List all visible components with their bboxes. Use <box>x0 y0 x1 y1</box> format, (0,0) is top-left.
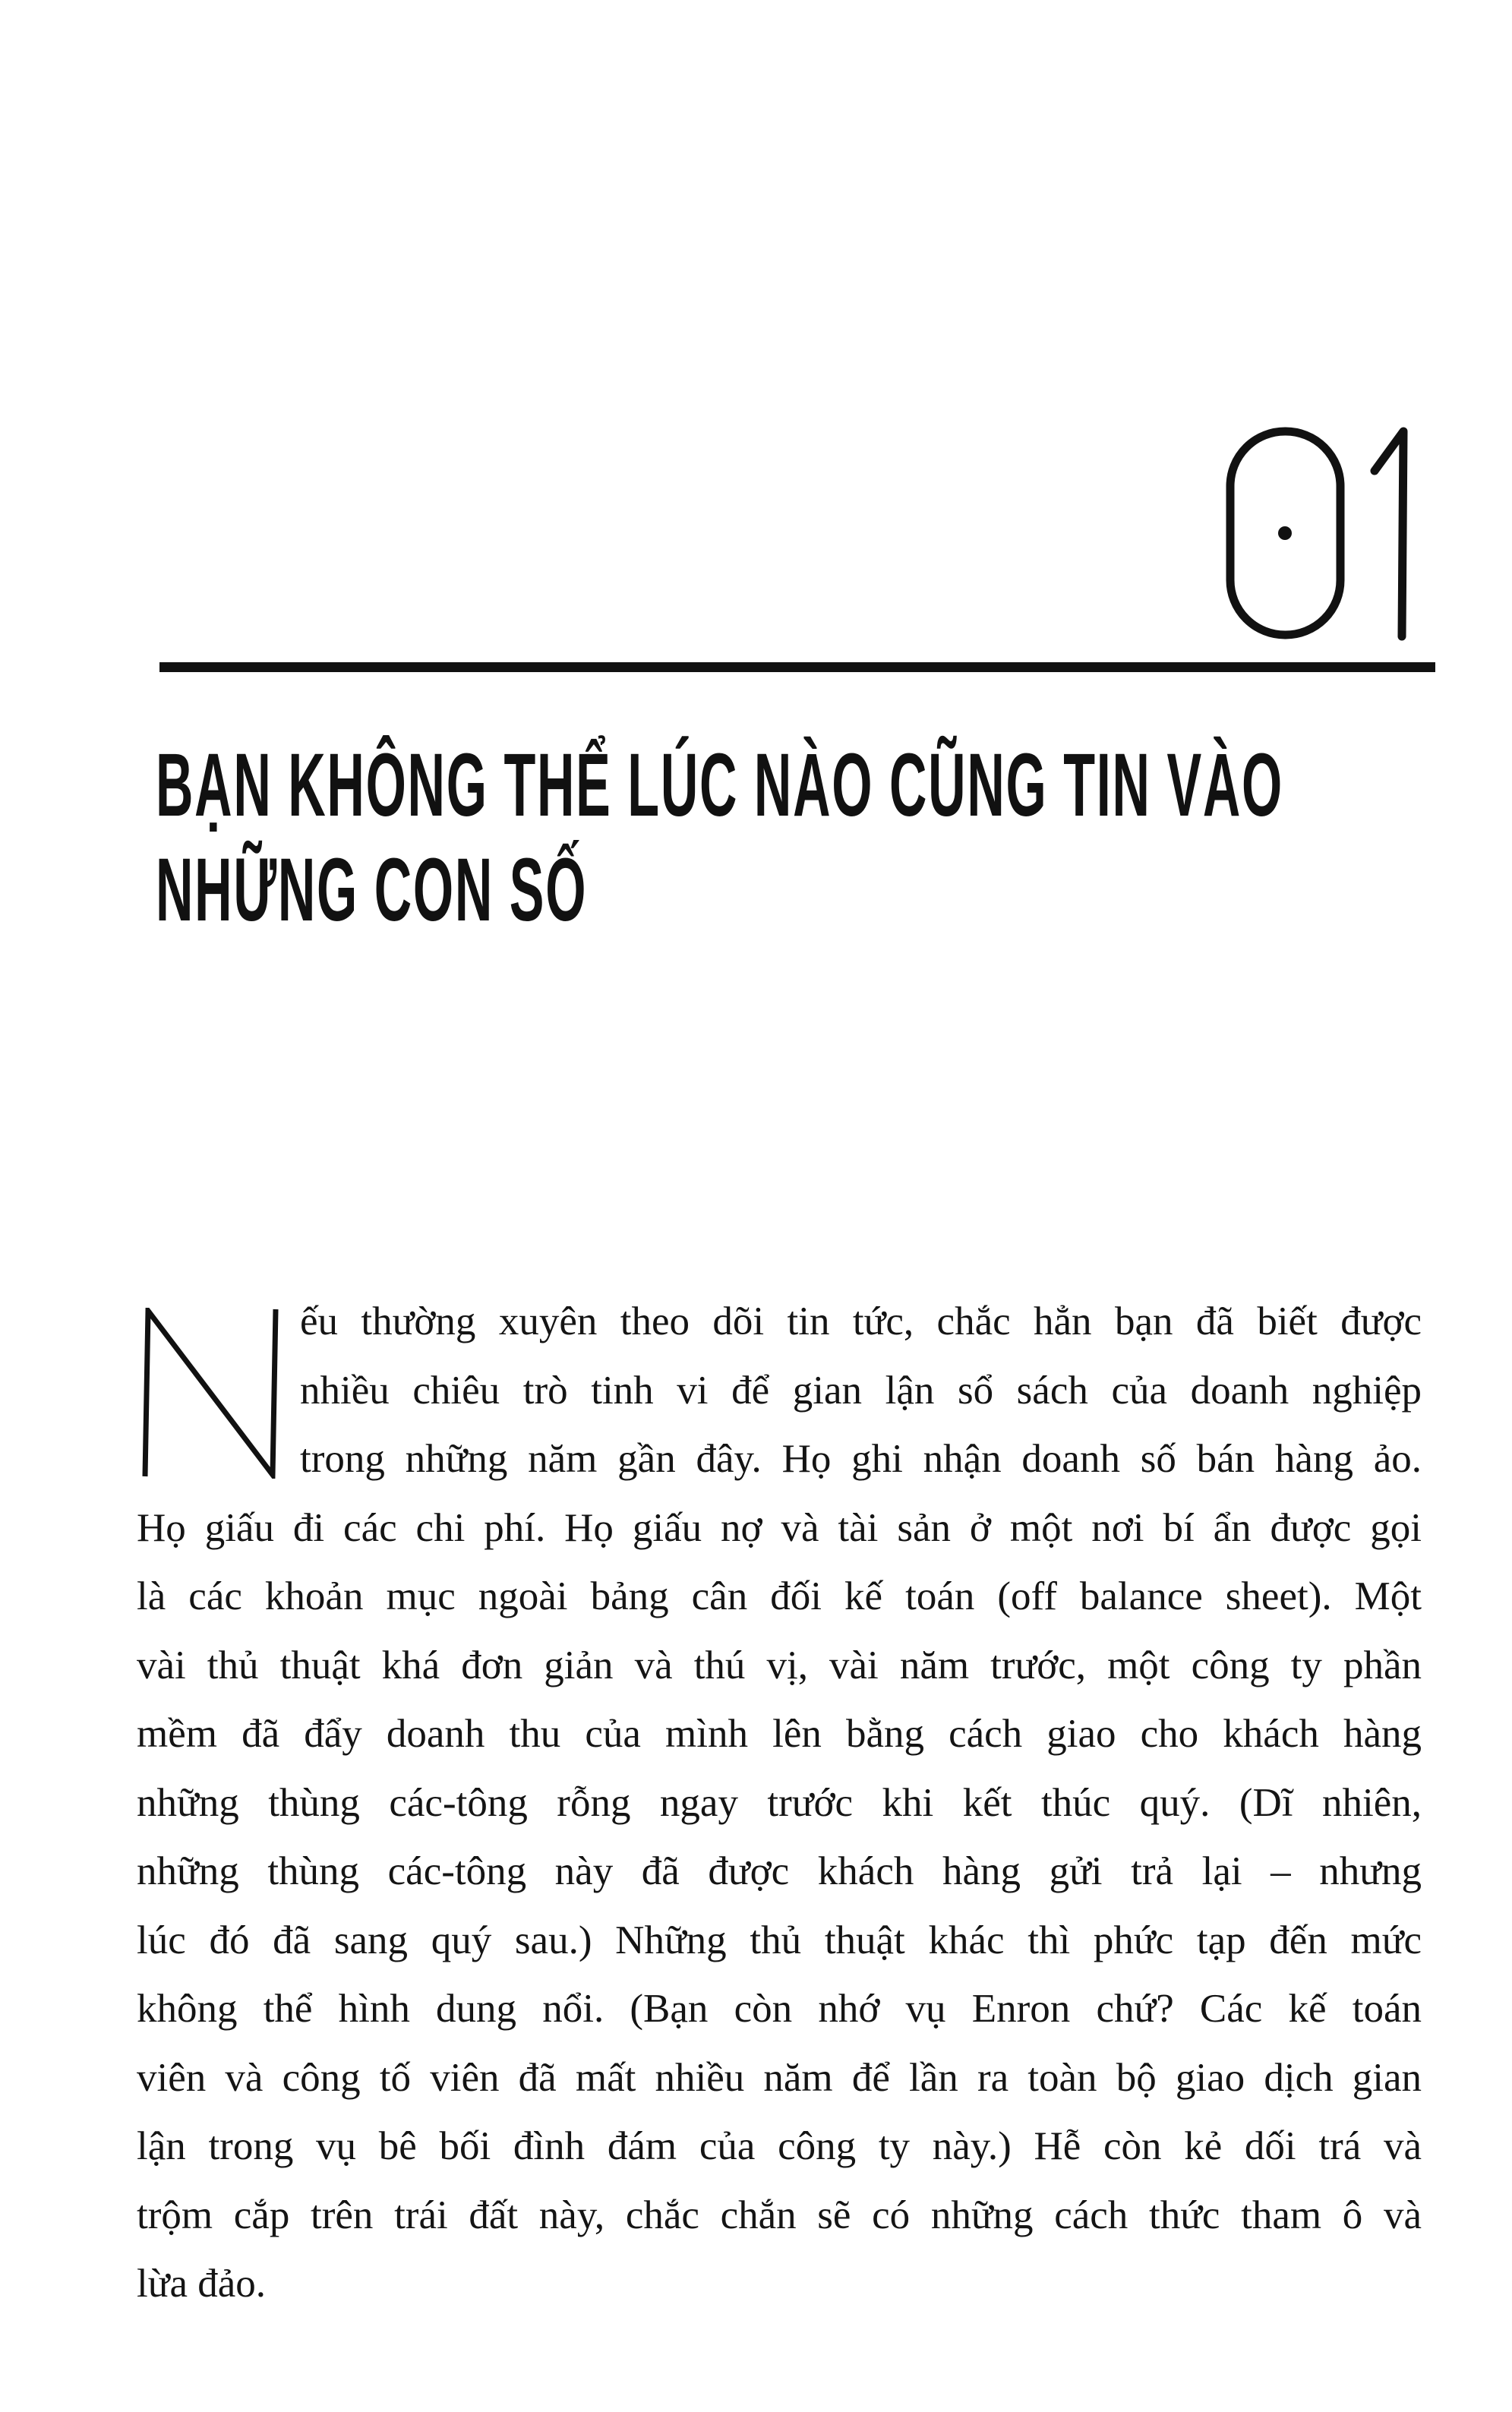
chapter-title-line: NHỮNG CON SỐ <box>156 840 588 940</box>
body-line: trộm cắp trên trái đất này, chắc chắn sẽ có những cách thức tham ô và <box>137 2193 1422 2237</box>
chapter-number-glyph <box>1223 425 1428 642</box>
body-line: lận trong vụ bê bối đình đám của công ty này.) Hễ còn kẻ dối trá và <box>137 2124 1422 2168</box>
chapter-divider <box>159 662 1435 672</box>
body-line: không thể hình dung nổi. (Bạn còn nhớ vụ Enron chứ? Các kế toán <box>137 1987 1422 2031</box>
body-paragraph <box>137 1287 1422 2319</box>
body-line: mềm đã đẩy doanh thu của mình lên bằng cách giao cho khách hàng <box>137 1712 1422 1756</box>
chapter-title <box>156 733 1371 942</box>
body-line: là các khoản mục ngoài bảng cân đối kế toán (off balance sheet). Một <box>137 1574 1422 1618</box>
body-line: vài thủ thuật khá đơn giản và thú vị, vài năm trước, một công ty phần <box>137 1643 1422 1687</box>
body-line: nhiều chiêu trò tinh vi để gian lận sổ sách của doanh nghiệp <box>300 1368 1422 1413</box>
body-line: trong những năm gần đây. Họ ghi nhận doanh số bán hàng ảo. <box>300 1437 1422 1481</box>
body-line: những thùng các-tông này đã được khách hàng gửi trả lại – nhưng <box>137 1849 1422 1893</box>
body-line: lúc đó đã sang quý sau.) Những thủ thuật khác thì phức tạp đến mức <box>137 1918 1422 1962</box>
chapter-number <box>1223 425 1428 642</box>
body-line: Họ giấu đi các chi phí. Họ giấu nợ và tài sản ở một nơi bí ẩn được gọi <box>137 1505 1422 1550</box>
body-line: những thùng các-tông rỗng ngay trước khi kết thúc quý. (Dĩ nhiên, <box>137 1780 1422 1825</box>
body-line: ếu thường xuyên theo dõi tin tức, chắc hẳn bạn đã biết được <box>300 1299 1422 1343</box>
body-line: lừa đảo. <box>137 2262 266 2306</box>
body-line: viên và công tố viên đã mất nhiều năm để lần ra toàn bộ giao dịch gian <box>137 2055 1422 2100</box>
chapter-title-line: BẠN KHÔNG THỂ LÚC NÀO CŨNG TIN VÀO <box>156 735 1283 835</box>
